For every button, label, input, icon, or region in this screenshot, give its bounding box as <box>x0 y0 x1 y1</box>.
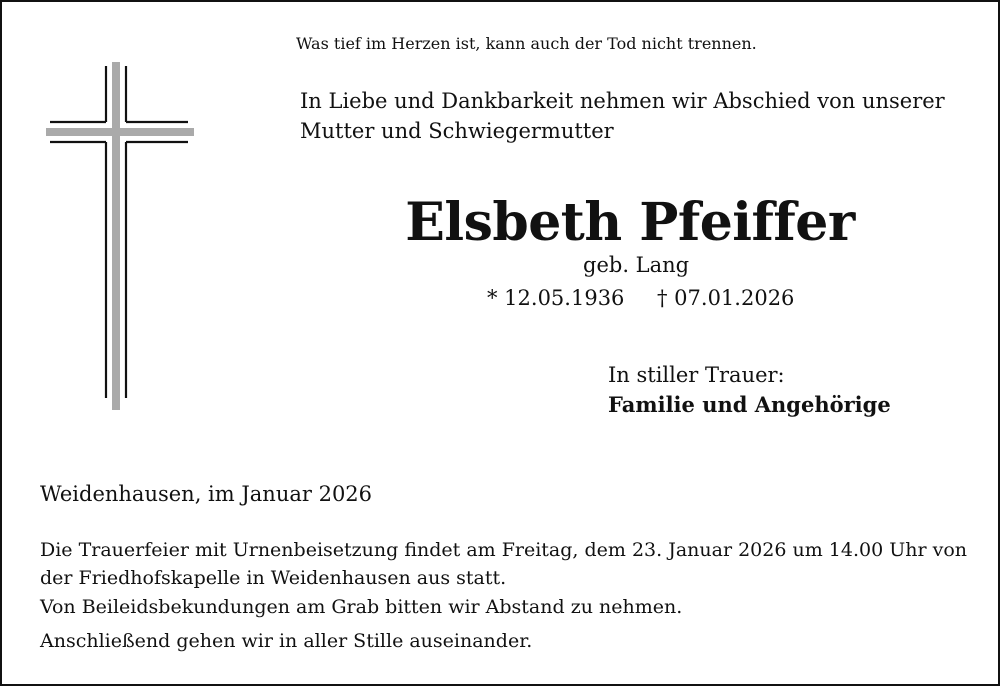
maiden-name: geb. Lang <box>583 253 690 277</box>
intro-line-2: Mutter und Schwiegermutter <box>300 119 614 143</box>
deceased-name: Elsbeth Pfeiffer <box>405 192 855 253</box>
ceremony-line-1: Die Trauerfeier mit Urnenbeisetzung findet am Freitag, dem 23. Januar 2026 um 14.00 Uhr von <box>40 539 967 561</box>
ceremony-line-2: der Friedhofskapelle in Weidenhausen aus statt. <box>40 567 507 589</box>
ceremony-text <box>40 536 967 592</box>
condolence-note: Von Beileidsbekundungen am Grab bitten wir Abstand zu nehmen. <box>40 596 683 618</box>
mourning-label: In stiller Trauer: <box>608 363 785 387</box>
closing-note: Anschließend gehen wir in aller Stille auseinander. <box>40 630 533 652</box>
intro-text <box>300 86 945 146</box>
mourning-family: Familie und Angehörige <box>608 392 891 417</box>
place-date: Weidenhausen, im Januar 2026 <box>40 482 373 506</box>
birth-date: * 12.05.1936 <box>487 286 625 310</box>
intro-line-1: In Liebe und Dankbarkeit nehmen wir Abschied von unserer <box>300 89 945 113</box>
motto-text: Was tief im Herzen ist, kann auch der Tod nicht trennen. <box>296 34 757 53</box>
death-date: † 07.01.2026 <box>657 286 795 310</box>
